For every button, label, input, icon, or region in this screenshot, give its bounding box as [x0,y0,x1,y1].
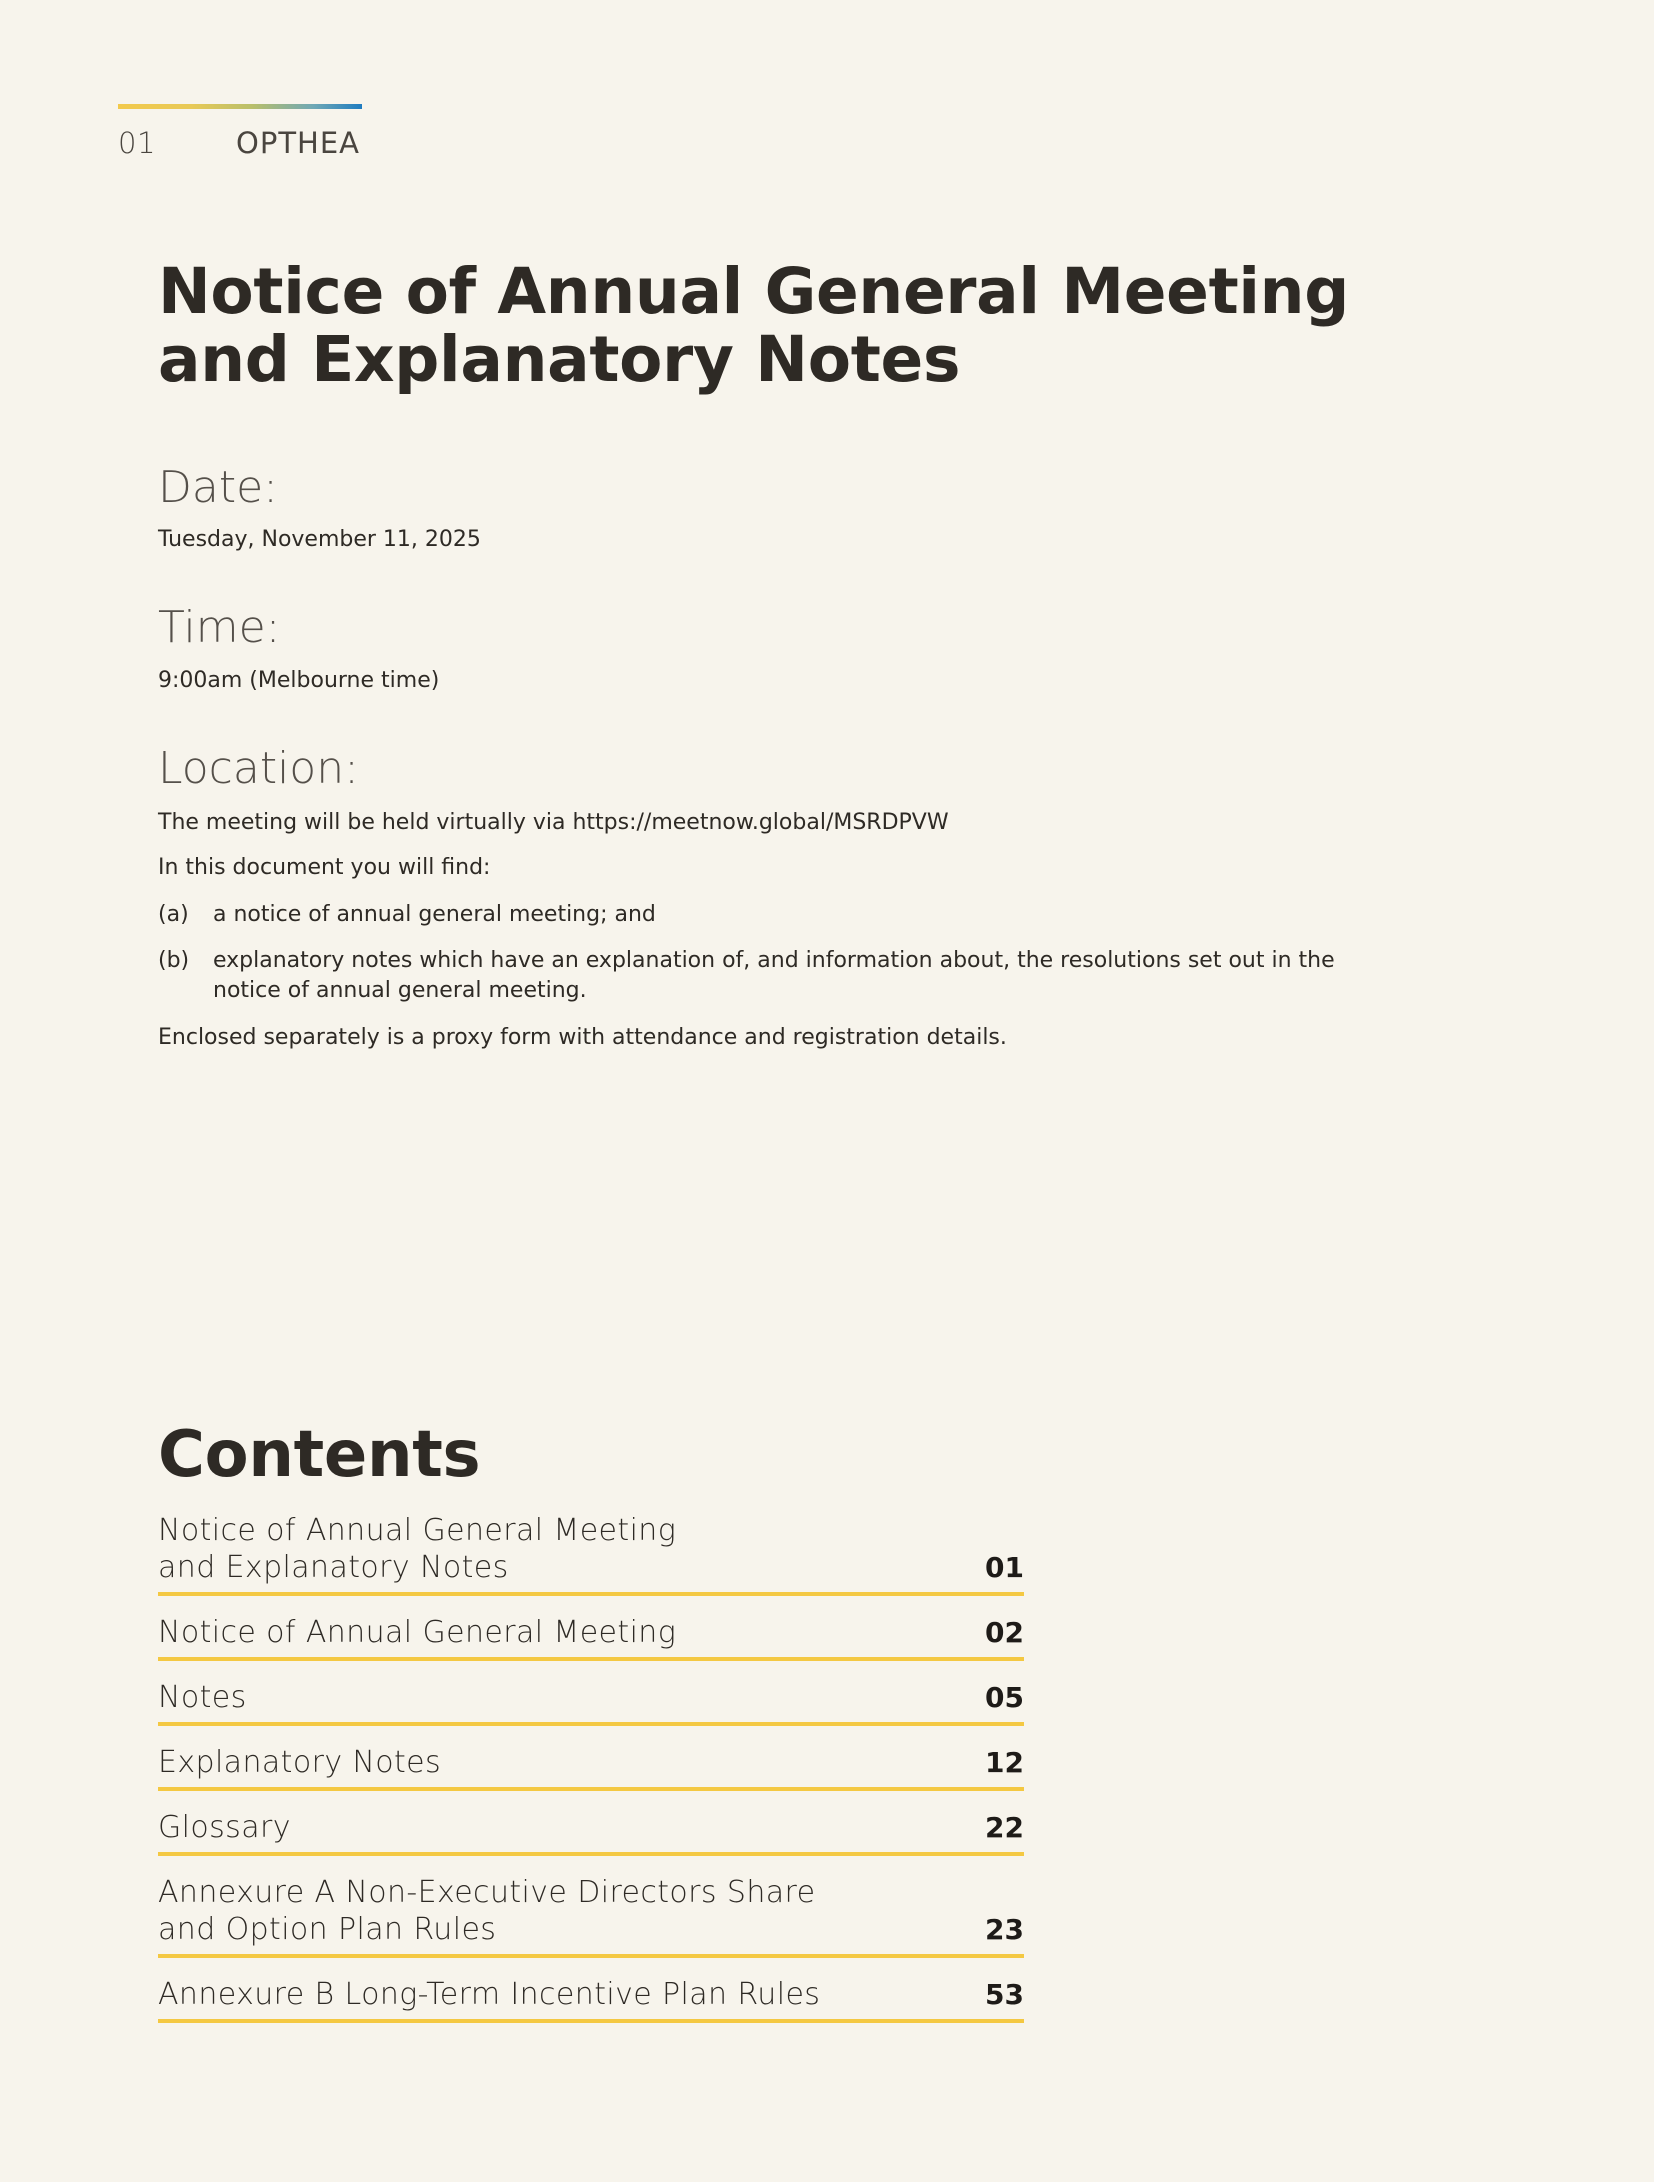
toc-entry-title: Notes [158,1680,247,1715]
toc-entry[interactable] [158,1874,1024,1958]
toc-entry[interactable] [158,1512,1024,1596]
toc-entry-title: Annexure B Long-Term Incentive Plan Rules [158,1977,821,2012]
toc-entry-title: Explanatory Notes [158,1745,442,1780]
list-marker-b: (b) [158,948,190,973]
date-label: Date: [158,462,278,513]
toc-entry-title: Glossary [158,1810,291,1845]
location-value: The meeting will be held virtually via https://meetnow.global/MSRDPVW [158,810,949,835]
toc-entry[interactable] [158,1614,1024,1661]
document-title-line-1: Notice of Annual General Meeting [158,255,1350,328]
document-title-line-2: and Explanatory Notes [158,323,961,396]
toc-entry-page: 23 [985,1913,1024,1946]
header-accent-rule [118,104,362,109]
toc-entry-title-line-1: Annexure A Non-Executive Directors Share [158,1875,816,1910]
toc-entry[interactable] [158,1809,1024,1856]
document-title [158,255,1358,396]
toc-entry-page: 05 [985,1681,1024,1714]
toc-entry-title-line-2: and Option Plan Rules [158,1912,497,1947]
table-of-contents [158,1512,1024,2041]
toc-entry-page: 53 [985,1978,1024,2011]
page-number: 01 [118,126,156,160]
toc-entry[interactable] [158,1976,1024,2023]
toc-entry[interactable] [158,1744,1024,1791]
list-item-b: explanatory notes which have an explanation of, and information about, the resolutions set out in the notice of annual general meeting. [213,948,1335,1003]
list-marker-a: (a) [158,902,189,927]
enclosed-note: Enclosed separately is a proxy form with attendance and registration details. [158,1025,1007,1050]
toc-entry-title-line-2: and Explanatory Notes [158,1550,509,1585]
toc-entry-page: 12 [985,1746,1024,1779]
toc-entry-page: 02 [985,1616,1024,1649]
toc-entry[interactable] [158,1679,1024,1726]
document-contents-intro: In this document you will find: [158,855,491,880]
date-value: Tuesday, November 11, 2025 [158,527,481,552]
toc-entry-title: Notice of Annual General Meeting [158,1615,677,1650]
toc-entry-page: 22 [985,1811,1024,1844]
toc-entry-title-line-1: Notice of Annual General Meeting [158,1513,677,1548]
toc-entry-title [158,1874,858,1948]
time-value: 9:00am (Melbourne time) [158,668,440,693]
list-item-a: a notice of annual general meeting; and [213,902,656,927]
toc-entry-title [158,1512,858,1586]
contents-heading: Contents [158,1418,481,1492]
time-label: Time: [158,602,281,653]
brand-name: OPTHEA [236,126,360,160]
location-label: Location: [158,743,359,794]
toc-entry-page: 01 [985,1551,1024,1584]
